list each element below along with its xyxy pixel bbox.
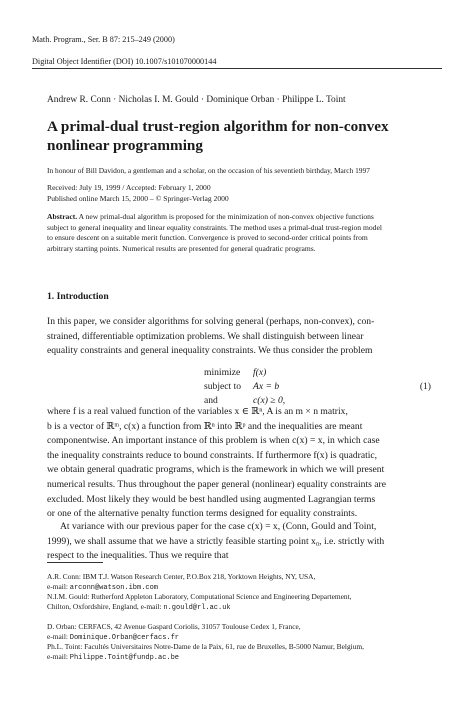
body-line: numerical results. Thus throughout the paper general (nonlinear) equality constraints are <box>47 478 386 490</box>
footnote-orban: D. Orban: CERFACS, 42 Avenue Gaspard Coriolis, 31057 Toulouse Cedex 1, France, e-mail: Dominique.Orban@cerfacs.fr <box>47 622 301 643</box>
email-link[interactable]: n.gould@rl.ac.uk <box>163 604 231 613</box>
body-line: b is a vector of ℝᵐ, c(x) a function from ℝⁿ into ℝᵖ and the inequalities are meant <box>47 420 363 432</box>
intro-paragraph-1 <box>47 315 431 359</box>
footnote-gould: N.I.M. Gould: Rutherford Appleton Laboratory, Computational Science and Engineering Departement, Chilton, Oxfordshire, England, e-mail: n.gould@rl.ac.uk <box>47 592 352 613</box>
equation-row-equality: subject to Ax = b <box>204 381 280 392</box>
publication-dates <box>47 183 229 204</box>
received-accepted: Received: July 19, 1999 / Accepted: February 1, 2000 <box>47 183 211 192</box>
body-line: we obtain general quadratic programs, which is the framework in which we will present <box>47 464 385 476</box>
body-line: At variance with our previous paper for the case c(x) = x, (Conn, Gould and Toint, <box>60 521 377 532</box>
intro-paragraph-3 <box>47 520 431 564</box>
footnote-toint: Ph.L. Toint: Facultés Universitaires Notre-Dame de la Paix, 61, rue de Bruxelles, B-5000 Namur, Belgium, e-mail: Philippe.Toint@fundp.ac.be <box>47 642 364 663</box>
dedication: In honour of Bill Davidon, a gentleman and a scholar, on the occasion of his seventieth birthday, March 1997 <box>47 166 370 175</box>
section-heading: 1. Introduction <box>47 291 109 302</box>
doi-line: Digital Object Identifier (DOI) 10.1007/s101070000144 <box>32 57 217 66</box>
email-link[interactable]: arconn@watson.ibm.com <box>69 584 158 593</box>
equation-row-objective: minimize f(x) <box>204 367 267 378</box>
abstract-label: Abstract. <box>47 212 78 221</box>
body-line: 1999), we shall assume that we have a strictly feasible starting point x₀, i.e. strictly with <box>47 535 385 547</box>
footnote-rule <box>47 562 103 563</box>
intro-paragraph-2 <box>47 405 431 522</box>
abstract-line-4: arbitrary starting points. Numerical results are presented for general quadratic programs. <box>47 243 316 253</box>
footnote-conn: A.R. Conn: IBM T.J. Watson Research Center, P.O.Box 218, Yorktown Heights, NY, USA, e-mail: arconn@watson.ibm.com <box>47 572 316 593</box>
paper-title <box>47 117 447 155</box>
author-list: Andrew R. Conn · Nicholas I. M. Gould · Dominique Orban · Philippe L. Toint <box>47 95 346 105</box>
body-line: strained, differentiable optimization problems. We shall distinguish between linear <box>47 330 364 342</box>
header-rule <box>32 68 442 69</box>
journal-citation: Math. Program., Ser. B 87: 215–249 (2000) <box>32 35 175 44</box>
email-link[interactable]: Philippe.Toint@fundp.ac.be <box>69 654 179 663</box>
equation-number: (1) <box>419 381 431 392</box>
body-line: the inequality constraints reduce to bound constraints. If furthermore f(x) is quadratic, <box>47 449 378 461</box>
body-line: excluded. Most likely they would be best handled using augmented Lagrangian terms <box>47 493 376 505</box>
abstract <box>47 212 431 254</box>
body-line: or one of the alternative penalty function terms designed for equality constraints. <box>47 508 358 520</box>
body-line: componentwise. An important instance of this problem is when c(x) = x, in which case <box>47 435 380 447</box>
title-line-2: nonlinear programming <box>47 137 203 154</box>
abstract-line-2: subject to general inequality and linear equality constraints. The method uses a primal-dual trust-region model <box>47 222 382 232</box>
abstract-line-3: to ensure descent on a suitable merit function. Convergence is proved to second-order critical points from <box>47 233 368 243</box>
title-line-1: A primal-dual trust-region algorithm for non-convex <box>47 118 389 135</box>
body-line: equality constraints and general inequality constraints. We thus consider the problem <box>47 345 373 357</box>
body-line: where f is a real valued function of the variables x ∈ ℝⁿ, A is an m × n matrix, <box>47 406 348 417</box>
published-online: Published online March 15, 2000 – © Springer-Verlag 2000 <box>47 193 229 203</box>
abstract-line-1: Abstract. A new primal-dual algorithm is proposed for the minimization of non-convex objective functions <box>47 212 374 221</box>
equation-row-inequality: and c(x) ≥ 0, <box>204 395 286 406</box>
body-line: In this paper, we consider algorithms for solving general (perhaps, non-convex), con- <box>47 316 375 327</box>
body-line: respect to the inequalities. Thus we require that <box>47 550 229 562</box>
email-link[interactable]: Dominique.Orban@cerfacs.fr <box>69 634 179 643</box>
